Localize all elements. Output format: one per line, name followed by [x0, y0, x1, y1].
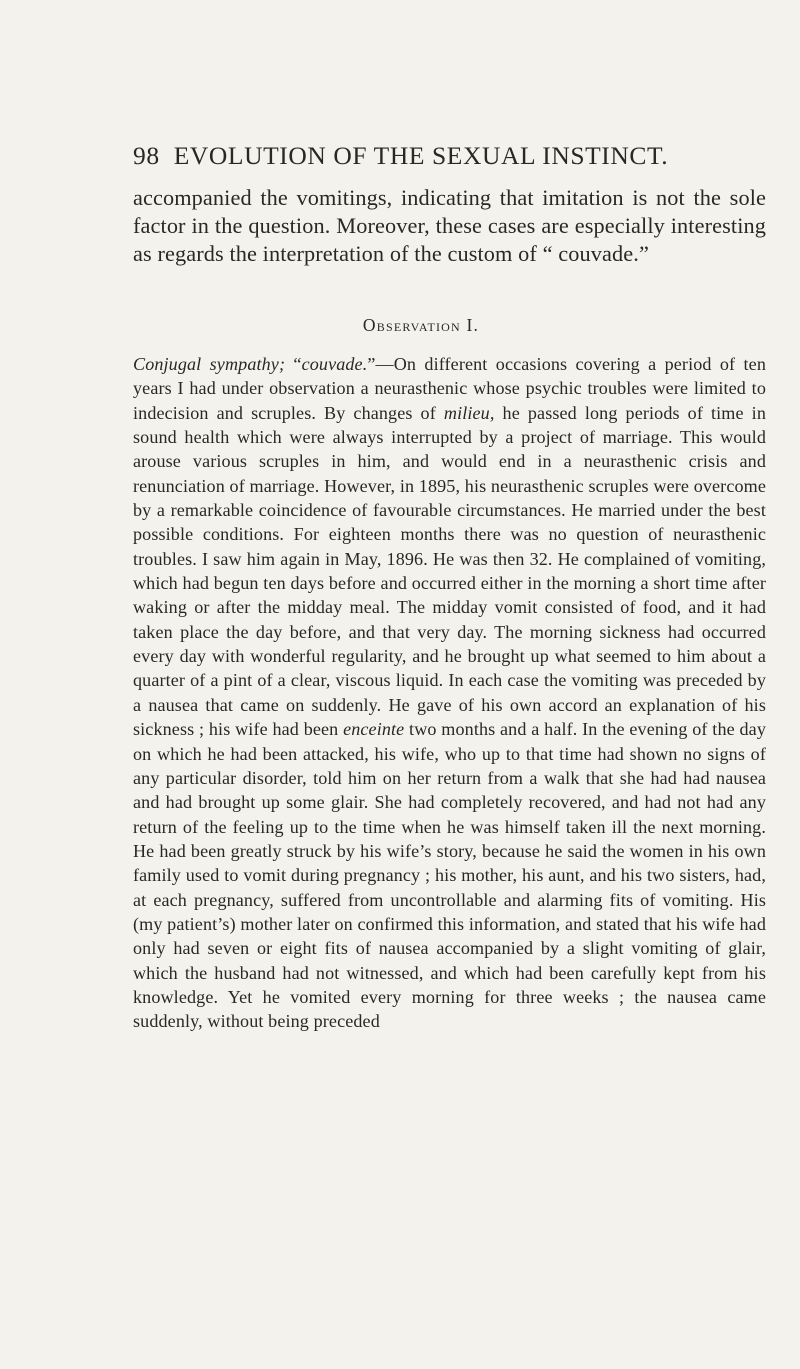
page-number: 98: [133, 141, 160, 170]
observation-text-part-1: On different occasions covering a period of ten years I had under observation a neurasthenic whose psychic troubles were limited to indecision and scruples. By changes of: [133, 354, 766, 423]
italic-milieu: milieu,: [443, 402, 495, 423]
continued-paragraph: accompanied the vomitings, indicating that imitation is not the sole factor in the question. Moreover, these cases are especially interesting as regards the interpretation of the custom of “ couvade.”: [133, 185, 766, 266]
case-title-italic: Conjugal sympathy;: [133, 354, 286, 374]
observation-text-part-3: two months and a half. In the evening of the day on which he had been attacked, his wife, who up to that time had shown no signs of any particular disorder, told him on her return from a walk that she had had nausea and had brought up some glair. She had completely recovered, and had not had any return of the feeling up to the time when he was himself taken ill the next morning. He had been greatly struck by his wife’s story, because he said the women in his own family used to vomit during pregnancy ; his mother, his aunt, and his two sisters, had, at each pregnancy, suffered from uncontrollable and alarming fits of vomiting. His (my patient’s) mother later on confirmed this information, and stated that his wife had only had seven or eight fits of nausea accompanied by a slight vomiting of glair, which the husband had not witnessed, and which had been carefully kept from his knowledge. Yet he vomited every morning for three weeks ; the nausea came suddenly, without being preceded: [133, 719, 766, 1032]
case-title-quote-close: ”—: [367, 354, 394, 374]
case-title-couvade: couvade.: [301, 354, 368, 374]
case-title-quote-open: “: [285, 354, 302, 374]
observation-heading: Observation I.: [362, 315, 480, 335]
observation-text-part-2: he passed long periods of time in sound health which were always interrupted by a project of marriage. This would arouse various scruples in him, and would end in a neurasthenic crisis and renunciation of marriage. However, in 1895, his neurasthenic scruples were overcome by a remarkable coincidence of favourable circumstances. He married under the best possible conditions. For eighteen months there was no question of neurasthenic troubles. I saw him again in May, 1896. He was then 32. He complained of vomiting, which had begun ten days before and occurred either in the morning a short time after waking or after the midday meal. The midday vomit consisted of food, and it had taken place the day before, and that very day. The morning sickness had occurred every day with wonderful regularity, and he brought up what seemed to him about a quarter of a pint of a clear, viscous liquid. In each case the vomiting was preceded by a nausea that came on suddenly. He gave of his own accord an explanation of his sickness ; his wife had been: [133, 402, 766, 740]
running-head: [133, 136, 733, 176]
observation-paragraph: [133, 352, 766, 1034]
running-title: EVOLUTION OF THE SEXUAL INSTINCT.: [173, 141, 669, 170]
italic-enceinte: enceinte: [343, 719, 405, 740]
section-heading: [0, 312, 800, 338]
